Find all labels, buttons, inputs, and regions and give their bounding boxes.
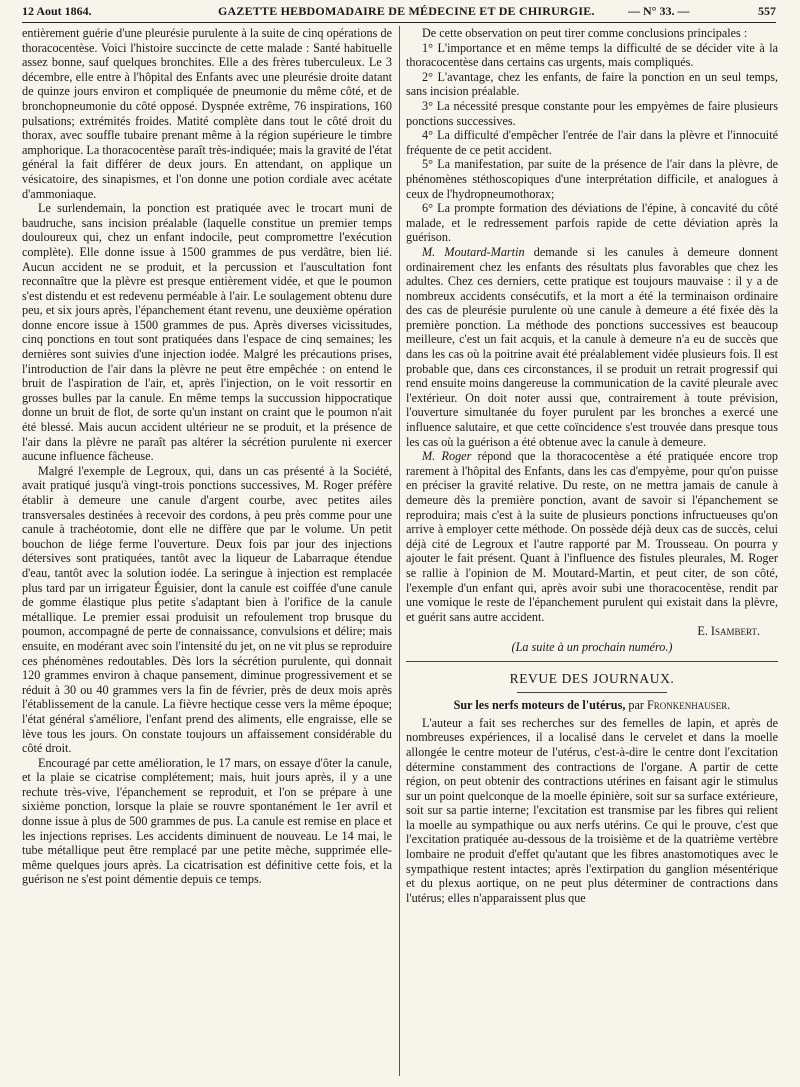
- continued-note: (La suite à un prochain numéro.): [511, 639, 673, 654]
- paragraph-case-history: entièrement guérie d'une pleurésie purulente à la suite de cinq opérations de thoracocentèse. Voici l'histoire succincte de cette malade : Santé habituelle assez bonne, sauf quelques bronchites. Elle a des frères tuberculeux. Le 3 décembre, elle entre à l'hôpital des Enfants avec une pleurésie droite datant de quinze jours environ et compliquée de pneumonie du même côté, et de bronchopneumonie du côté opposé. Dyspnée extrême, 76 inspirations, 160 pulsations; extrémités froides. Matité complète dans tout le côté droit du thorax, avec souffle tubaire prenant même à la région supérieure le timbre amphorique. La thoracocentèse paraît très-indiquée; mais la gravité de l'état général la fait différer de deux jours. En attendant, on applique un vésicatoire, des sinapismes, et l'on donne une potion cordiale avec acétate d'ammoniaque.: [22, 26, 392, 201]
- conclusion-4: 4° La difficulté d'empêcher l'entrée de l'air dans la plèvre et l'innocuité fréquente de ce petit accident.: [406, 128, 778, 157]
- conclusion-5: 5° La manifestation, par suite de la présence de l'air dans la plèvre, de phénomènes stéthoscopiques d'une interprétation difficile, et analogues à ceux de l'hydropneumothorax;: [406, 157, 778, 201]
- article-body: L'auteur a fait ses recherches sur des femelles de lapin, et après de nombreuses expériences, il a localisé dans le cervelet et dans la moelle allongée le centre moteur de l'utérus, c'est-à-dire le centre dont l'excitation détermine constamment des contractions de l'organe. A partir de cette région, on peut obtenir des contractions utérines en faisant agir le stimulus sur un point quelconque de la moelle épinière, soit sur sa surface extérieure, soit sur sa partie interne; l'excitation est transmise par les fibres qui relient la moelle au sympathique ou aux nerfs utérins. Ce qui le prouve, c'est que l'excitation pratiquée au-dessous de la troisième et de la quatrième vertèbre lombaire ne produit d'effet qu'autant que les fibres anastomotiques avec le sympathique restent intactes; après l'extirpation du ganglion mésentérique et du plexus aortique, on ne peut plus déterminer de contractions dans l'utérus; elles n'apparaissent plus que: [406, 715, 778, 905]
- header-page-number: 557: [758, 4, 776, 18]
- conclusion-3: 3° La nécessité presque constante pour les empyèmes de faire plusieurs ponctions successives.: [406, 98, 778, 128]
- header-date: 12 Aout 1864.: [22, 4, 92, 18]
- speaker-roger: M. Roger: [422, 449, 472, 464]
- running-header: [22, 0, 776, 23]
- paragraph-cannula: Malgré l'exemple de Legroux, qui, dans un cas présenté à la Société, avait pratiqué jusqu'à vingt-trois ponctions successives, M. Roger préfère établir à demeure une canule d'argent courbe, avec petites ailes transversales destinées à recevoir des cordons, à peu près comme pour une canule à trachéotomie, dont elle ne diffère que par le volume. Un petit bouchon de liége ferme l'ouverture. Deux fois par jour des injections détersives sont pratiquées, tantôt avec la liqueur de Labarraque étendue d'eau, tantôt avec la solution iodée. La seringue à injection est remplacée plus tard par un irrigateur Éguisier, dont la canule est coiffée d'une canule de gomme élastique plus petite s'adaptant bien à l'orifice de la canule métallique. Le premier essai produisit un refoulement trop brusque du poumon, accompagné de perte de connaissance, convulsions et délire; mais ensuite, en modérant avec soin l'intensité du jet, on ne vit plus se reproduire ces phénomènes redoutables. Dès lors la sécrétion purulente, qui donnait 120 grammes environ à chaque pansement, diminue progressivement et se réduit à 30 ou 40 grammes vers la fin de février, près de deux mois après l'établissement de la canule. La fièvre hectique cesse vers la même époque; l'état général s'améliore, l'enfant prend des aliments, elle engraisse, elle se lève tous les jours. On constate toujours un affaissement considérable du côté droit.: [22, 463, 392, 756]
- article-heading: [406, 698, 778, 713]
- article-author: Fronkenhauser.: [647, 698, 731, 713]
- paragraph-moutard-martin: [406, 245, 778, 449]
- column-divider: [399, 26, 400, 1076]
- conclusion-2: 2° L'avantage, chez les enfants, de faire la ponction en un seul temps, sans incision préalable.: [406, 69, 778, 99]
- conclusions-intro: De cette observation on peut tirer comme conclusions principales :: [422, 26, 748, 40]
- roger-text: répond que la thoracocentèse a été pratiquée encore trop rarement à l'hôpital des Enfants, dans les cas d'empyème, pour qu'on puisse en préciser la gravité relative. Du reste, on ne mettra jamais de canule à demeure dès la première ponction, avant de savoir si l'épanchement se reproduira; mais c'est à la suite de plusieurs ponctions infructueuses qu'on arrive à employer cette méthode. On possède déjà deux cas de succès, celui déjà cité de Legroux et l'autre rapporté par M. Trousseau. On pourra y ajouter le fait présent. Quant à l'influence des fistules pleurales, M. Roger se rallie à l'opinion de M. Moutard-Martin, et peut citer, de son côté, l'exemple d'un enfant qui, après avoir subi une thoracocentèse, rendit par une vomique le reste de l'épanchement purulent qui existait dans la plèvre, et guérit sans autre accident.: [406, 449, 779, 624]
- left-column: [22, 26, 392, 887]
- header-issue-number: — N° 33. —: [628, 4, 690, 18]
- section-title-underline: [517, 692, 667, 693]
- section-rule: [406, 661, 778, 662]
- article-by: par: [625, 698, 648, 713]
- paragraph-healing: Encouragé par cette amélioration, le 17 mars, on essaye d'ôter la canule, et la plaie se cicatrise complétement; mais, huit jours après, il y a une rechute très-vive, l'épanchement se reproduit, et l'on se prépare à une sixième ponction, lorsque la plaie se rouvre spontanément le 1er avril et donne issue à plus de 500 grammes de pus. La canule est remise en place et les injections reprises. Les accidents diminuent de nouveau. Le 14 mai, le tube métallique peut être remplacé par une petite mèche, supprimée elle-même quelques jours après. La cicatrisation est définitive cette fois, et la guérison ne s'est point démentie depuis ce temps.: [22, 755, 392, 887]
- header-journal-title: GAZETTE HEBDOMADAIRE DE MÉDECINE ET DE CHIRURGIE.: [218, 4, 595, 18]
- right-column: [406, 26, 778, 905]
- speaker-moutard-martin: M. Moutard-Martin: [422, 244, 525, 259]
- paragraph-roger: [406, 449, 778, 624]
- conclusion-6: 6° La prompte formation des déviations de l'épine, à concavité du côté malade, et le redressement parfois rapide de cette déviation après la guérison.: [406, 201, 778, 245]
- conclusion-1: 1° L'importance et en même temps la difficulté de se décider vite à la thoracocentèse dans certains cas urgents, mais compliqués.: [406, 40, 778, 70]
- article-title: Sur les nerfs moteurs de l'utérus,: [453, 698, 626, 713]
- moutard-martin-text: demande si les canules à demeure donnent ordinairement chez les enfants des résultats plus favorables que chez les adultes. Chez ces derniers, cette pratique est toujours mauvaise : il y a de nombreux accidents consécutifs, et la mort a été la terminaison ordinaire des cas de pleurésie purulente où une canule à demeure a été fixée dès la première ponction. La méthode des ponctions successives est beaucoup meilleure, c'est un fait acquis, et la canule à demeure n'a eu de succès que dans les cas où la poitrine avait été préalablement vidée plusieurs fois. Il est probable que, dans ces circonstances, il se produit un retrait progressif qui rend ensuite moins dangereuse la communication de la cavité pleurale avec l'extérieur. On doit noter aussi que, contrairement à toute prévision, l'ouverture simultanée du foyer purulent par les bronches a exercé une influence salutaire, et que cette coïncidence s'est trouvée dans presque tous les cas où la guérison a été obtenue avec la canule à demeure.: [406, 244, 778, 449]
- section-title: REVUE DES JOURNAUX.: [509, 670, 675, 686]
- signature: E. Isambert.: [697, 624, 760, 639]
- paragraph-puncture: Le surlendemain, la ponction est pratiquée avec le trocart muni de baudruche, sans incision préalable (laquelle constitue un premier temps douloureux qui, chez un enfant indocile, peut compromettre l'exécution complète). Elle donne issue à 1500 grammes de pus verdâtre, bien lié. Aucun accident ne se produit, et la percussion et l'auscultation font reconnaître que la plèvre est presque entièrement vidée, et que le poumon s'est distendu et est redevenu perméable à l'air. Le soulagement obtenu dure peu, et six jours après, l'épanchement étant revenu, une deuxième opération donne encore issue à 1500 grammes de pus. Après diverses vicissitudes, cinq ponctions en tout sont pratiquées dans l'espace de cinq semaines; les dernières sont suivies d'une injection iodée. Malgré les précautions prises, l'introduction de l'air dans la plèvre ne peut être empêchée : on entend le bruit de l'aspiration de l'air, et, après l'injection, on le voit ressortir en grosses bulles par la canule. En même temps la succussion hippocratique donne un bruit de flot, de sorte qu'un instant on craint que le poumon n'ait été blessé. Mais aucun accident ultérieur ne se produit, et la présence de l'air dans la plèvre ne paraît pas altérer la sécrétion purulente ni exercer aucune influence fâcheuse.: [22, 201, 392, 464]
